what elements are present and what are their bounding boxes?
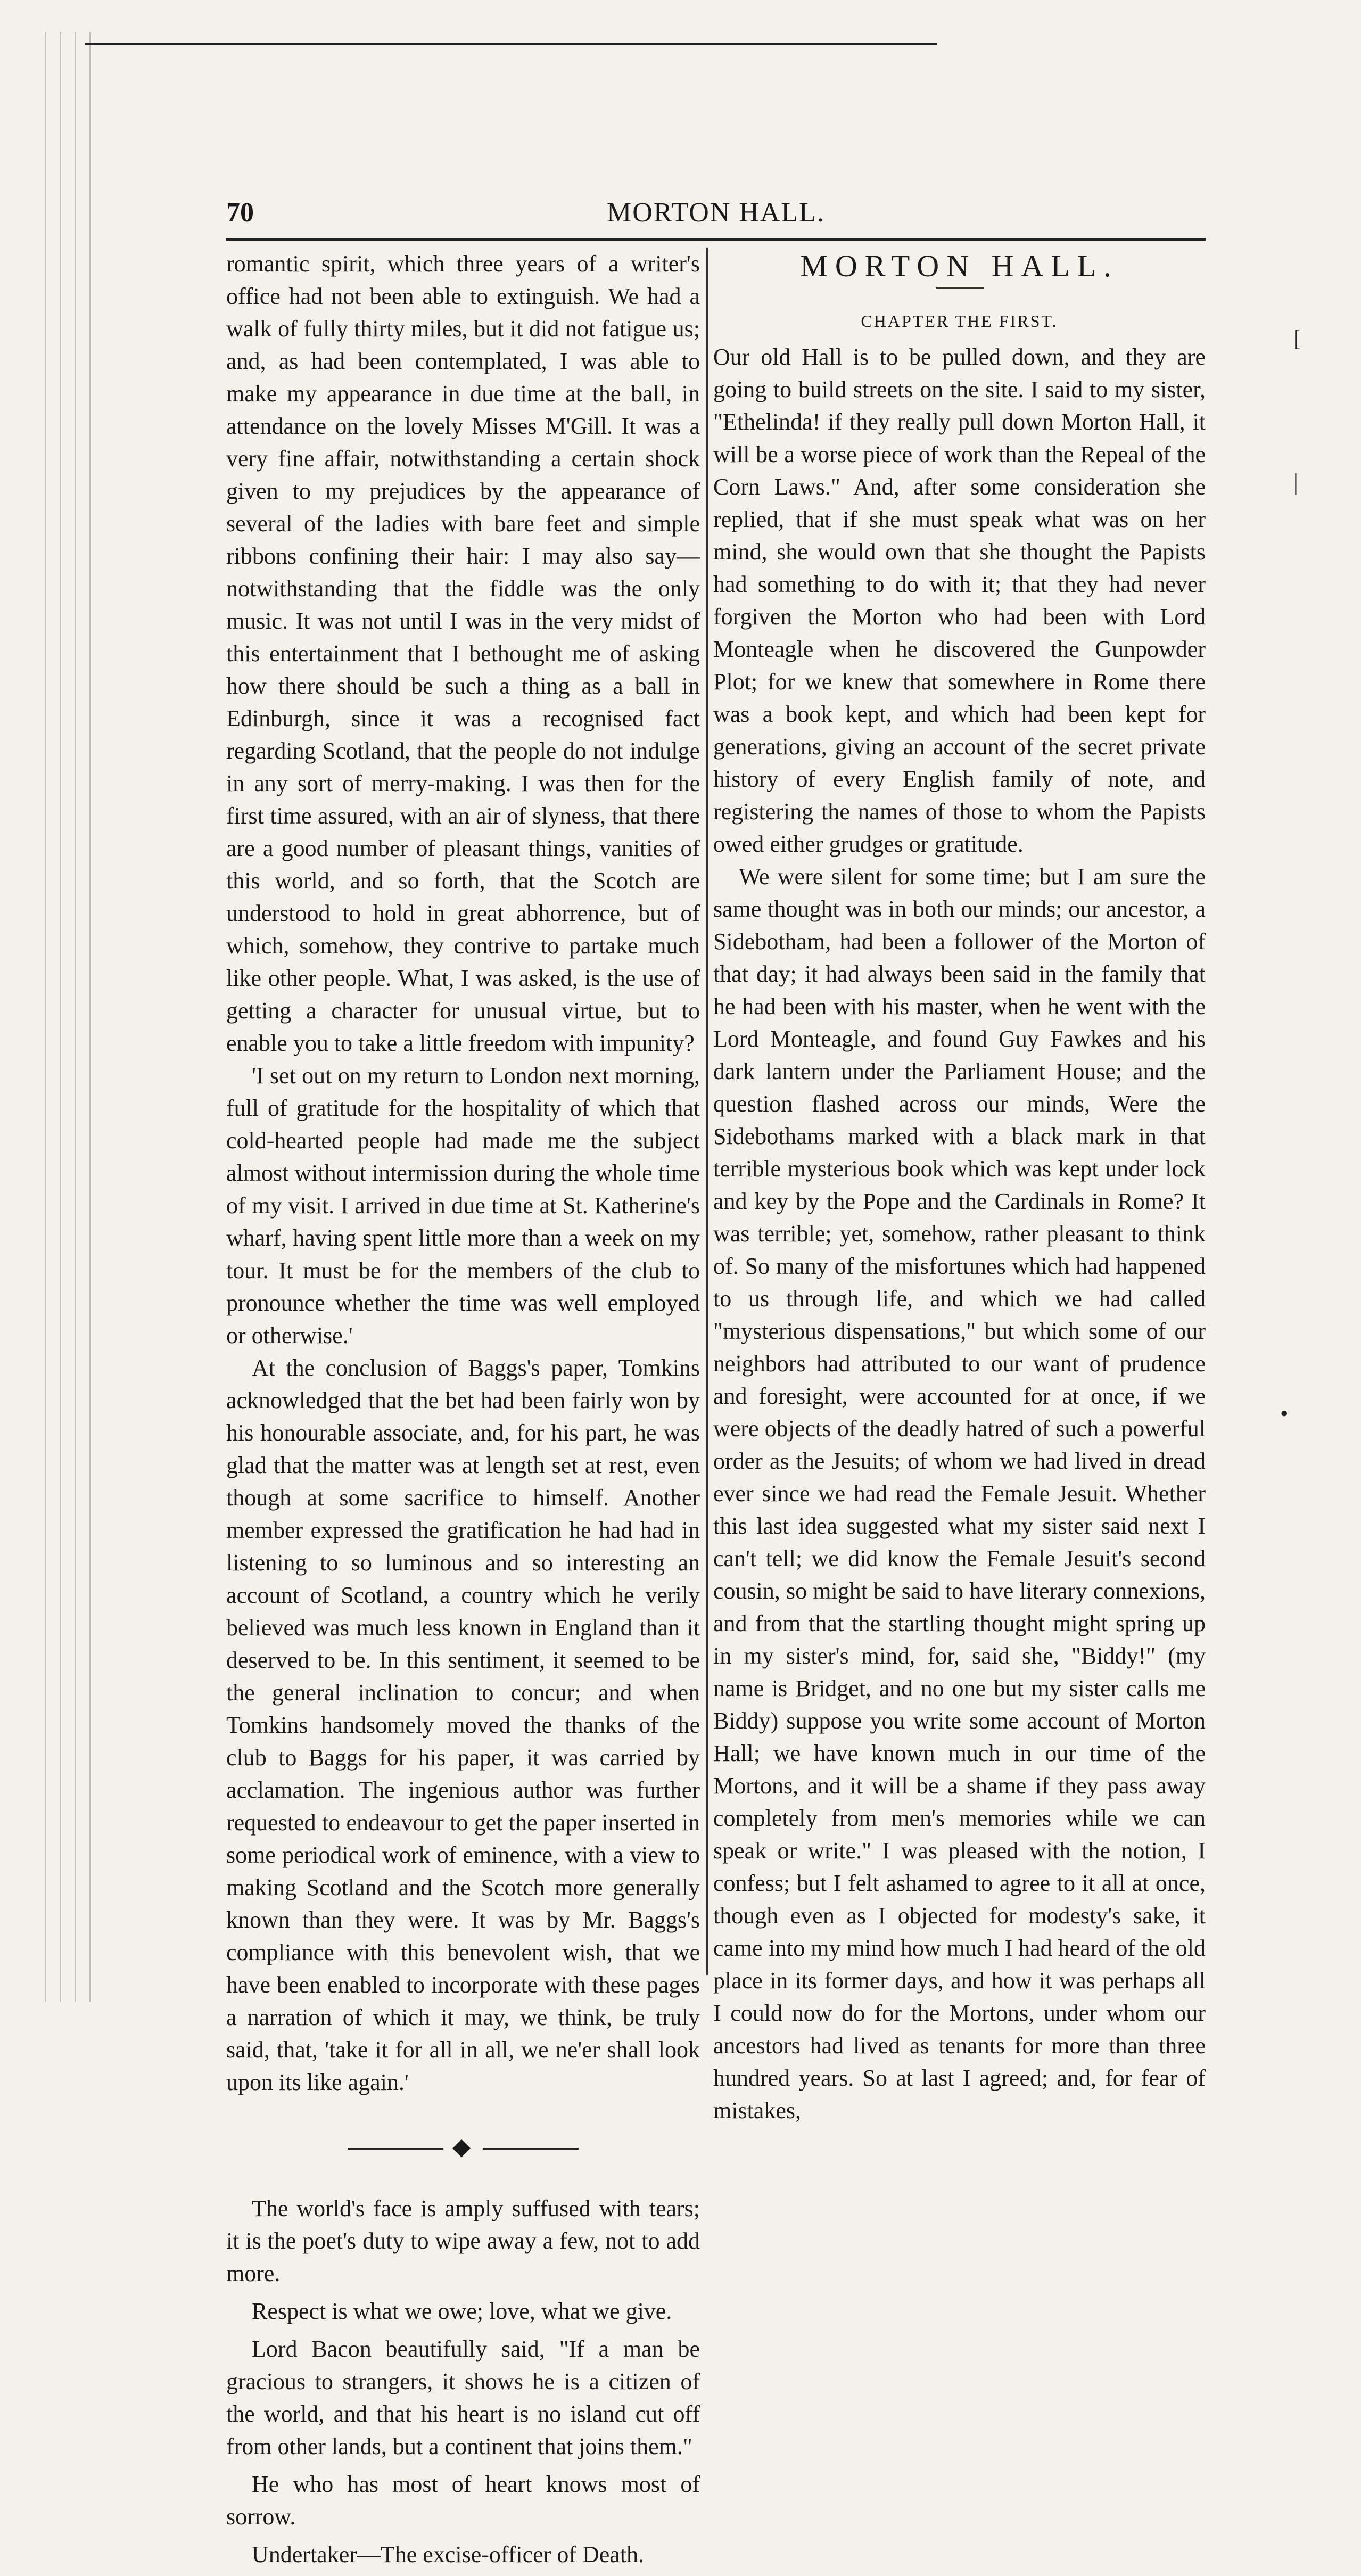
top-border-rule [85, 43, 937, 45]
story-title: MORTON HALL. [800, 249, 1119, 283]
ornament-line-left [348, 2148, 443, 2150]
aphorism: He who has most of heart knows most of sorrow. [226, 2471, 700, 2530]
left-column [226, 248, 700, 2576]
margin-mark: • [1280, 1401, 1289, 1427]
aphorism: Respect is what we owe; love, what we give. [252, 2298, 672, 2324]
aphorism: Undertaker—The excise-officer of Death. [252, 2541, 645, 2567]
page-number: 70 [226, 197, 254, 228]
section-ornament [226, 2130, 700, 2163]
right-paragraph: We were silent for some time; but I am sure the same thought was in both our minds; our ancestor, a Sidebotham, had been a follower of the Morton of that day; it had always been said in the family that he had been with his master, when he went with the Lord Monteagle, and found Guy Fawkes and his dark lantern under the Parliament House; and the question flashed across our minds, Were the Sidebothams marked with a black mark in that terrible mysterious book which was kept under lock and key by the Pope and the Cardinals in Rome? It was terrible; yet, somehow, rather pleasant to think of. So many of the misfortunes which had happened to us through life, and which we had called "mysterious dispensations," but which some of our neighbors had attributed to our want of prudence and foresight, were accounted for at once, if we were objects of the deadly hatred of such a powerful order as the Jesuits; of whom we had lived in dread ever since we had read the Female Jesuit. Whether this last idea suggested what my sister said next I can't tell; we did know the Female Jesuit's second cousin, so might be said to have literary connexions, and from that the startling thought might spring up in my sister's mind, for, said she, "Biddy!" (my name is Bridget, and no one but my sister calls me Biddy) suppose you write some account of Morton Hall; we have known much in our time of the Mortons, and it will be a shame if they pass away completely from men's memories while we can speak or write." I was pleased with the notion, I confess; but I felt ashamed to agree to it all at once, though even as I objected for modesty's sake, it came into my mind how much I had heard of the old place in its former days, and how it was perhaps all I could now do for the Mortons, under whom our ancestors had lived as tenants for more than three hundred years. So at last I agreed; and, for fear of mistakes, [713, 863, 1206, 2124]
chapter-heading: CHAPTER THE FIRST. [861, 311, 1058, 331]
right-column [713, 248, 1206, 2127]
ornament-line-right [483, 2148, 579, 2150]
right-paragraph: Our old Hall is to be pulled down, and they are going to build streets on the site. I said to my sister, "Ethelinda! if they really pull down Morton Hall, it will be a worse piece of work than the Repeal of the Corn Laws." And, after some consideration she replied, that if she must speak what was on her mind, she would own that she thought the Papists had something to do with it; that they had never forgiven the Morton who had been with Lord Monteagle when he discovered the Gunpowder Plot; for we knew that somewhere in Rome there was a book kept, and which had been kept for generations, giving an account of the secret private history of every English family of note, and registering the names of those to whom the Papists owed either grudges or gratitude. [713, 344, 1206, 857]
margin-mark: | [1293, 469, 1298, 495]
column-divider [706, 248, 708, 1975]
title-rule [936, 287, 984, 289]
ornament-glyph: ◆ [452, 2134, 474, 2160]
left-paragraph: 'I set out on my return to London next morning, full of gratitude for the hospitality of which that cold-hearted people had made me the subject almost without intermission during the whole time of my visit. I arrived in due time at St. Katherine's wharf, having spent little more than a week on my tour. It must be for the members of the club to pronounce whether the time was well employed or otherwise.' [226, 1063, 700, 1348]
margin-mark: [ [1293, 325, 1301, 351]
left-paragraph: At the conclusion of Baggs's paper, Tomkins acknowledged that the bet had been fairly won by his honourable associate, and, for his part, he was glad that the matter was at length set at rest, even though at some sacrifice to himself. Another member expressed the gratification he had had in listening to so luminous and so interesting an account of Scotland, a country which he verily believed was much less known in England than it deserved to be. In this sentiment, it seemed to be the general inclination to concur; and when Tomkins handsomely moved the thanks of the club to Baggs for his paper, it was carried by acclamation. The ingenious author was further requested to endeavour to get the paper inserted in some periodical work of eminence, with a view to making Scotland and the Scotch more generally known than they were. It was by Mr. Baggs's compliance with this benevolent wish, that we have been enabled to incorporate with these pages a narration of which it may, we think, be truly said, that, 'take it for all in all, we ne'er shall look upon its like again.' [226, 1355, 700, 2095]
page-header [226, 197, 1206, 240]
aphorism: Lord Bacon beautifully said, "If a man be gracious to strangers, it shows he is a citizen of the world, and that his heart is no island cut off from other lands, but a continent that joins them." [226, 2336, 700, 2459]
running-head: MORTON HALL. [607, 197, 825, 228]
header-rule [226, 238, 1206, 241]
aphorism: The world's face is amply suffused with tears; it is the poet's duty to wipe away a few, not to add more. [226, 2195, 700, 2286]
left-paragraph: romantic spirit, which three years of a writer's office had not been able to extinguish. We had a walk of fully thirty miles, but it did not fatigue us; and, as had been contemplated, I was able to make my appearance in due time at the ball, in attendance on the lovely Misses M'Gill. It was a very fine affair, notwithstanding a certain shock given to my prejudices by the appearance of several of the ladies with bare feet and simple ribbons confining their hair: I may also say—notwithstanding that the fiddle was the only music. It was not until I was in the very midst of this entertainment that I bethought me of asking how there should be such a thing as a ball in Edinburgh, since it was a recognised fact regarding Scotland, that the people do not indulge in any sort of merry-making. I was then for the first time assured, with an air of slyness, that there are a good number of pleasant things, vanities of this world, and so forth, that the Scotch are understood to hold in great abhorrence, but of which, somehow, they contrive to partake much like other people. What, I was asked, is the use of getting a character for unusual virtue, but to enable you to take a little freedom with impunity? [226, 251, 700, 1056]
page-edge-scan-artifact [37, 32, 96, 2002]
